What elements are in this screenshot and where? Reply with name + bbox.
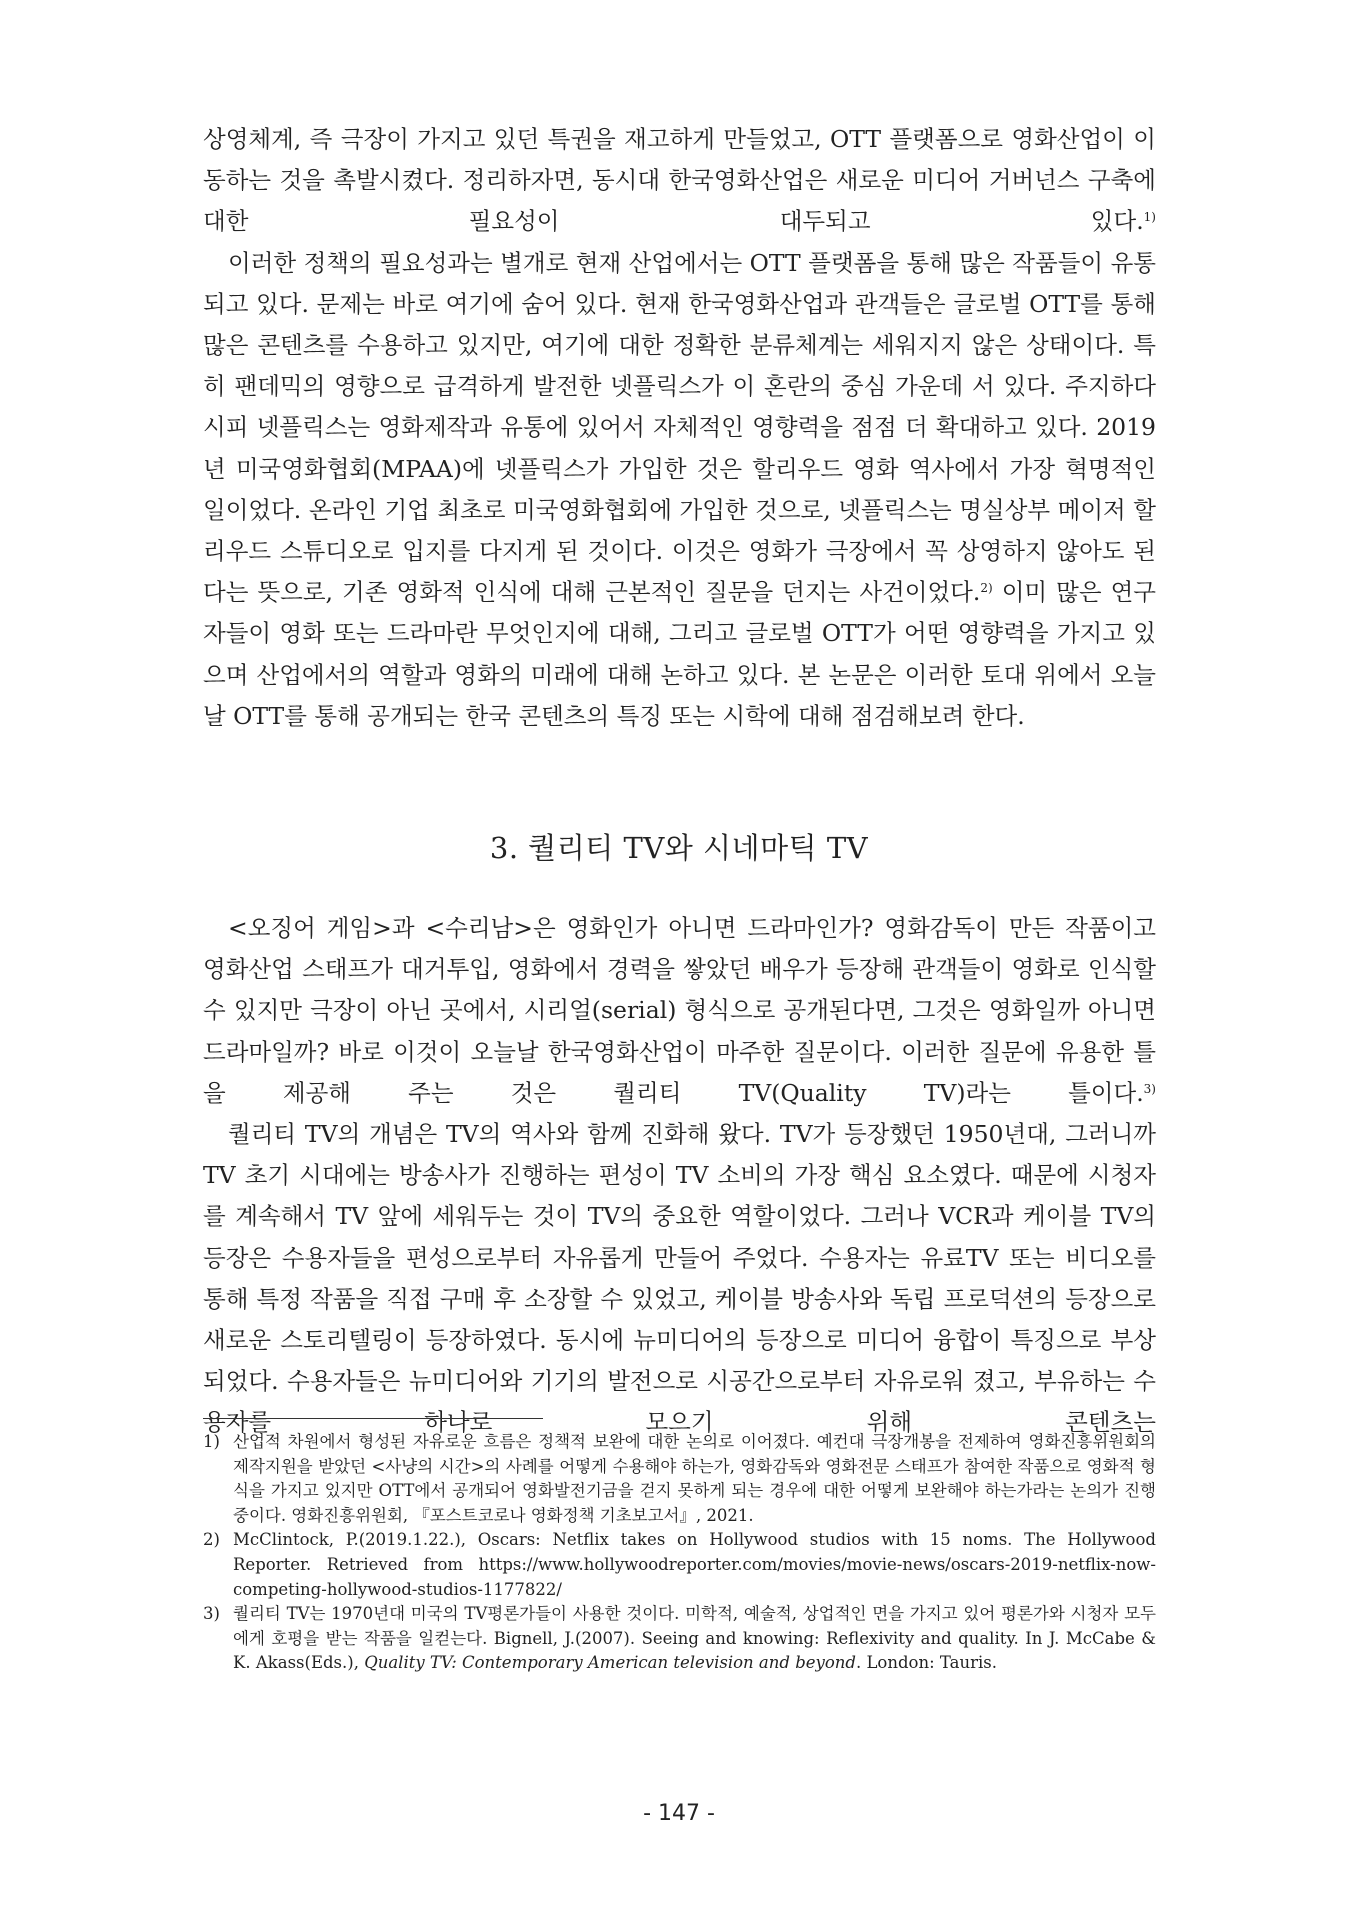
footnote-ref-3[interactable]: 3) <box>1143 1081 1156 1096</box>
footnote-ref-1[interactable]: 1) <box>1143 210 1156 225</box>
footnote-ref-2[interactable]: 2) <box>980 581 993 596</box>
intro-paragraph-1: 상영체계, 즉 극장이 가지고 있던 특권을 재고하게 만들었고, OTT 플랫폼으로 영화산업이 이동하는 것을 촉발시켰다. 정리하자면, 동시대 한국영화산업은 새로운 미디어 거버넌스 구축에 대한 필요성이 대두되고 있다.$^{1)}$ <box>203 125 1156 236</box>
footnote-divider <box>203 1418 543 1419</box>
footnote-3 <box>203 1602 1156 1676</box>
section-heading: 3. 퀄리티 TV와 시네마틱 TV <box>489 831 869 865</box>
footnote-text: 퀄리티 TV는 1970년대 미국의 TV평론가들이 사용한 것이다. 미학적, 예술적, 상업적인 면을 가지고 있어 평론가와 시청자 모두에게 호평을 받는 작품을 일컫는다. Bignell, J.(2007). Seeing and knowing: Reflexivity and quality. In J. McCabe & K. Akass(Eds.), Quality TV: Contemporary American television and beyond. London: Tauris. <box>233 1604 1156 1673</box>
footnote-1 <box>203 1430 1156 1528</box>
section-text-block <box>203 908 1156 1444</box>
footnote-number: 2) <box>203 1530 220 1550</box>
footnotes <box>203 1430 1156 1676</box>
book-title: Quality TV: Contemporary American television and beyond <box>364 1653 856 1673</box>
footnote-2 <box>203 1528 1156 1602</box>
footnote-number: 1) <box>203 1432 220 1451</box>
page-number: - 147 - <box>643 1801 715 1826</box>
footnote-text: 산업적 차원에서 형성된 자유로운 흐름은 정책적 보완에 대한 논의로 이어졌다. 예컨대 극장개봉을 전제하여 영화진흥위원회의 제작지원을 받았던 <사냥의 시간>의 사례를 어떻게 수용해야 하는가, 영화감독와 영화전문 스태프가 참여한 작품으로 영화적 형식을 가지고 있지만 OTT에서 공개되어 영화발전기금을 걷지 못하게 되는 경우에 대한 어떻게 보완해야 하는가라는 논의가 진행중이다. 영화진흥위원회, 『포스트코로나 영화정책 기초보고서』, 2021. <box>233 1432 1156 1525</box>
footnote-number: 3) <box>203 1604 220 1624</box>
footnote-text: McClintock, P.(2019.1.22.), Oscars: Netflix takes on Hollywood studios with 15 noms. The Hollywood Reporter. Retrieved from https://www.hollywoodreporter.com/movies/movie-news/oscars-2019-netflix-now-competing-hollywood-studios-1177822/ <box>233 1530 1156 1599</box>
section-paragraph-2: 퀄리티 TV의 개념은 TV의 역사와 함께 진화해 왔다. TV가 등장했던 1950년대, 그러니까 TV 초기 시대에는 방송사가 진행하는 편성이 TV 소비의 가장 핵심 요소였다. 때문에 시청자를 계속해서 TV 앞에 세워두는 것이 TV의 중요한 역할이었다. 그러나 VCR과 케이블 TV의 등장은 수용자들을 편성으로부터 자유롭게 만들어 주었다. 수용자는 유료TV 또는 비디오를 통해 특정 작품을 직접 구매 후 소장할 수 있었고, 케이블 방송사와 독립 프로덕션의 등장으로 새로운 스토리텔링이 등장하였다. 동시에 뉴미디어의 등장으로 미디어 융합이 특징으로 부상되었다. 수용자들은 뉴미디어와 기기의 발전으로 시공간으로부터 자유로워 졌고, 부유하는 수용자를 하나로 모으기 위해 콘텐츠는 <box>203 1120 1157 1437</box>
intro-text-block <box>203 119 1156 737</box>
intro-paragraph-2: 이러한 정책의 필요성과는 별개로 현재 산업에서는 OTT 플랫폼을 통해 많은 작품들이 유통되고 있다. 문제는 바로 여기에 숨어 있다. 현재 한국영화산업과 관객들은 글로벌 OTT를 통해 많은 콘텐츠를 수용하고 있지만, 여기에 대한 정확한 분류체계는 세워지지 않은 상태이다. 특히 팬데믹의 영향으로 급격하게 발전한 넷플릭스가 이 혼란의 중심 가운데 서 있다. 주지하다시피 넷플릭스는 영화제작과 유통에 있어서 자체적인 영향력을 점점 더 확대하고 있다. 2019년 미국영화협회(MPAA)에 넷플릭스가 가입한 것은 할리우드 영화 역사에서 가장 혁명적인 일이었다. 온라인 기업 최초로 미국영화협회에 가입한 것으로, 넷플릭스는 명실상부 메이저 할리우드 스튜디오로 입지를 다지게 된 것이다. 이것은 영화가 극장에서 꼭 상영하지 않아도 된다는 뜻으로, 기존 영화적 인식에 대해 근본적인 질문을 던지는 사건이었다.$^{2)}$ 이미 많은 연구자들이 영화 또는 드라마란 무엇인지에 대해, 그리고 글로벌 OTT가 어떤 영향력을 가지고 있으며 산업에서의 역할과 영화의 미래에 대해 논하고 있다. 본 논문은 이러한 토대 위에서 오늘날 OTT를 통해 공개되는 한국 콘텐츠의 특징 또는 시학에 대해 점검해보려 한다. <box>203 248 1156 730</box>
section-paragraph-1: <오징어 게임>과 <수리남>은 영화인가 아니면 드라마인가? 영화감독이 만든 작품이고 영화산업 스태프가 대거투입, 영화에서 경력을 쌓았던 배우가 등장해 관객들이 영화로 인식할 수 있지만 극장이 아닌 곳에서, 시리얼(serial) 형식으로 공개된다면, 그것은 영화일까 아니면 드라마일까? 바로 이것이 오늘날 한국영화산업이 마주한 질문이다. 이러한 질문에 유용한 틀을 제공해 주는 것은 퀄리티 TV(Quality TV)라는 틀이다.$^{3)}$ <box>203 914 1156 1107</box>
